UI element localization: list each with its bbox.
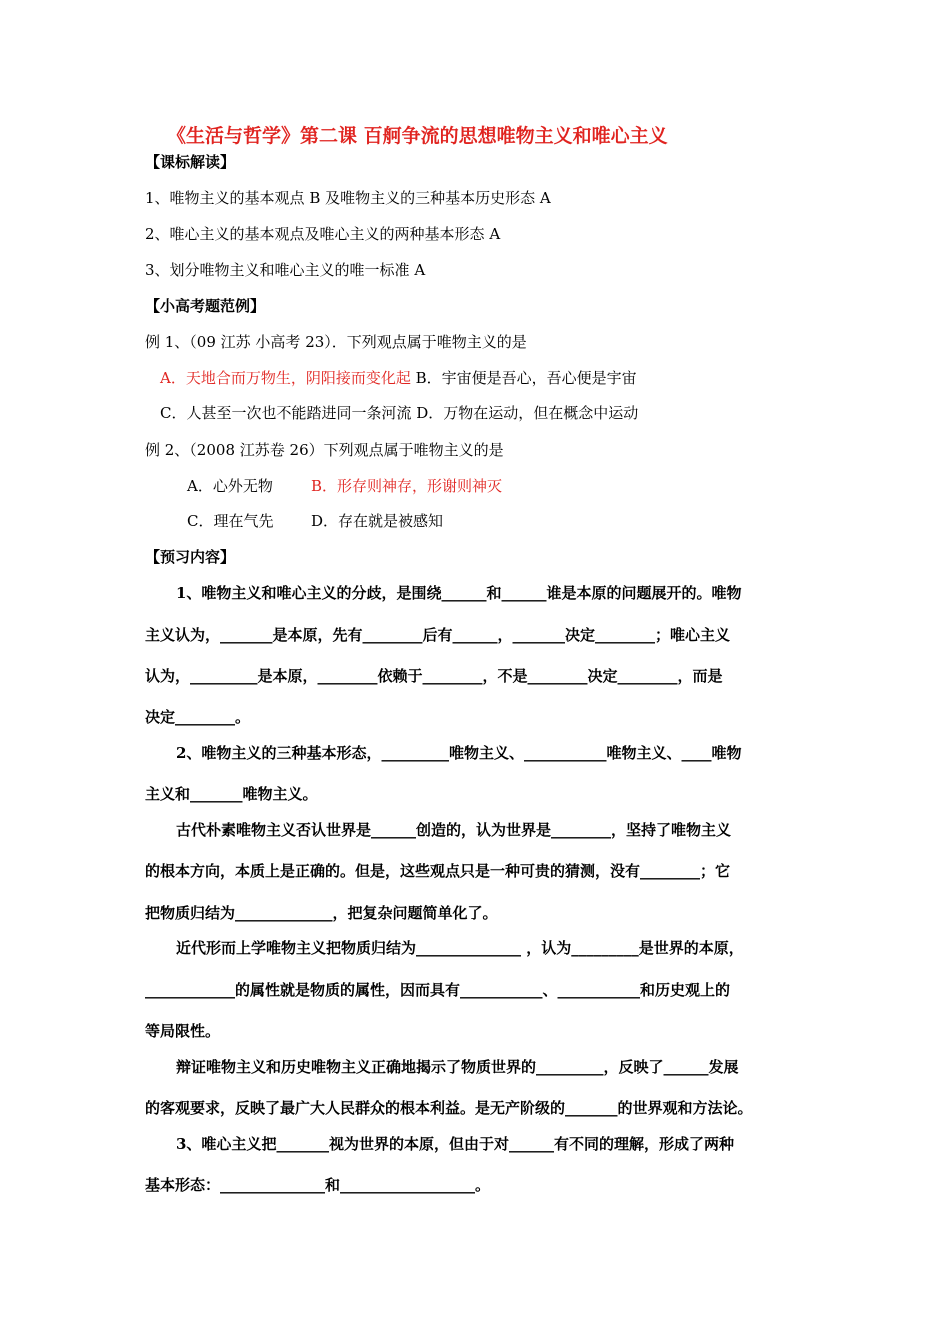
preview-line-3: 认为，_________是本原，________依赖于________，不是________决定________，而是 <box>145 667 723 685</box>
example-2-option-d: D．存在就是被感知 <box>311 512 444 530</box>
example-1-options-cd <box>160 403 638 423</box>
kebiao-item-3: 3、划分唯物主义和唯心主义的唯一标准 A <box>145 261 426 279</box>
preview-line-16: 基本形态：______________和__________________。 <box>145 1176 491 1194</box>
preview-line-4: 决定________。 <box>145 708 251 726</box>
example-1-option-d: D．万物在运动，但在概念中运动 <box>411 404 639 422</box>
kebiao-item-1: 1、唯物主义的基本观点 B 及唯物主义的三种基本历史形态 A <box>145 189 551 207</box>
example-1-options-ab <box>160 368 637 388</box>
example-2-option-a: A．心外无物 <box>187 477 273 495</box>
preview-line-1: 1、唯物主义和唯心主义的分歧，是围绕______和______谁是本原的问题展开的。唯物 <box>176 584 742 602</box>
example-1-option-a: A．天地合而万物生，阴阳接而变化起 <box>160 369 411 387</box>
preview-line-15: 3、唯心主义把_______视为世界的本原，但由于对______有不同的理解，形成了两种 <box>176 1135 734 1153</box>
example-1-option-b: B．宇宙便是吾心，吾心便是宇宙 <box>410 369 637 387</box>
preview-line-6: 主义和_______唯物主义。 <box>145 785 318 803</box>
preview-line-12: 等局限性。 <box>145 1022 221 1040</box>
preview-line-9: 把物质归结为_____________，把复杂问题简单化了。 <box>145 904 498 922</box>
page-title: 《生活与哲学》第二课 百舸争流的思想唯物主义和唯心主义 <box>167 125 668 147</box>
section-heading-preview: 【预习内容】 <box>145 548 236 566</box>
preview-line-5: 2、唯物主义的三种基本形态，_________唯物主义、___________唯物主义、____唯物 <box>176 744 742 762</box>
section-heading-kebiao: 【课标解读】 <box>145 153 236 171</box>
example-2-stem: 例 2、（2008 江苏卷 26）下列观点属于唯物主义的是 <box>145 441 504 459</box>
example-1-stem: 例 1、（09 江苏 小高考 23）．下列观点属于唯物主义的是 <box>145 333 527 351</box>
preview-line-13: 辩证唯物主义和历史唯物主义正确地揭示了物质世界的_________，反映了______发展 <box>176 1058 739 1076</box>
kebiao-item-2: 2、唯心主义的基本观点及唯心主义的两种基本形态 A <box>145 225 501 243</box>
preview-line-7: 古代朴素唯物主义否认世界是______创造的，认为世界是________，坚持了唯物主义 <box>176 821 732 839</box>
example-2-option-c: C．理在气先 <box>187 512 274 530</box>
preview-line-8: 的根本方向，本质上是正确的。但是，这些观点只是一种可贵的猜测，没有________；它 <box>145 862 731 880</box>
preview-line-2: 主义认为，_______是本原，先有________后有______，_______决定________；唯心主义 <box>145 626 731 644</box>
section-heading-examples: 【小高考题范例】 <box>145 297 266 315</box>
preview-line-14: 的客观要求，反映了最广大人民群众的根本利益。是无产阶级的_______的世界观和方法论。 <box>145 1099 753 1117</box>
example-1-option-c: C．人甚至一次也不能踏进同一条河流 <box>160 404 412 422</box>
example-2-option-b: B．形存则神存，形谢则神灭 <box>311 477 503 495</box>
preview-line-10: 近代形而上学唯物主义把物质归结为______________ ，认为_________是世界的本原， <box>176 939 744 957</box>
preview-line-11: ____________的属性就是物质的属性，因而具有___________、___________和历史观上的 <box>145 981 731 999</box>
